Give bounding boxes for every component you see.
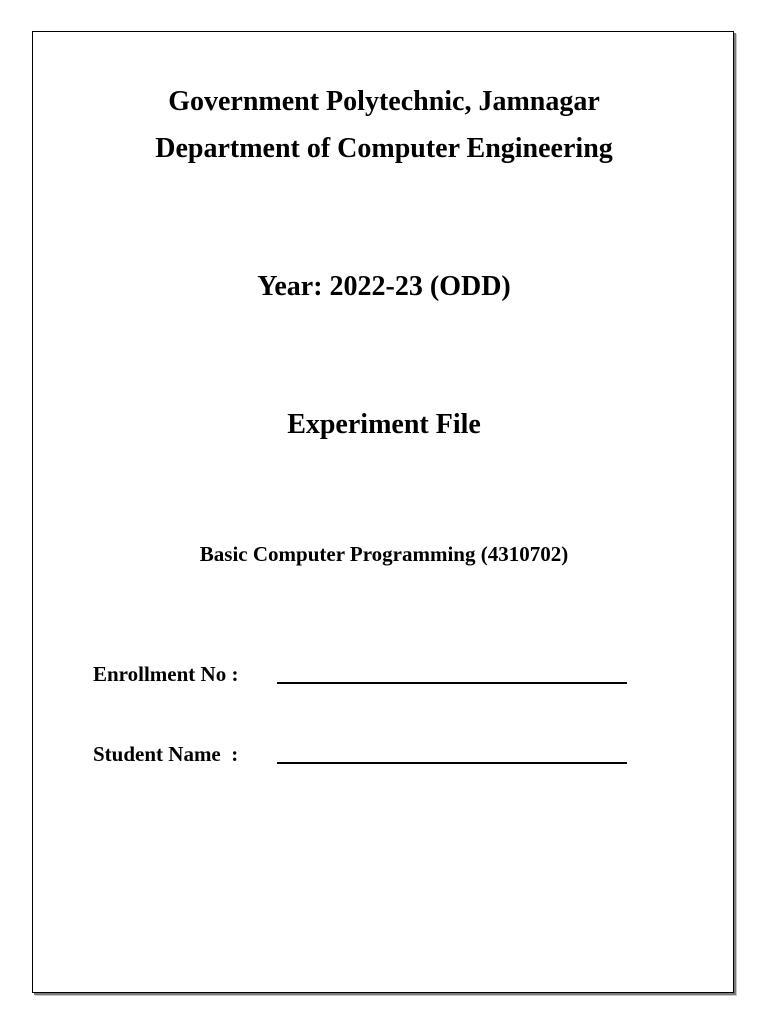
- academic-year: Year: 2022-23 (ODD): [257, 271, 511, 302]
- student-name-field: [93, 742, 627, 767]
- department-title: Department of Computer Engineering: [155, 133, 613, 164]
- file-type-heading: Experiment File: [287, 409, 481, 440]
- subject-title: Basic Computer Programming (4310702): [199, 542, 569, 566]
- student-name-label: Student Name :: [93, 742, 239, 766]
- page-border: [32, 31, 734, 993]
- enrollment-label: Enrollment No :: [93, 662, 239, 686]
- institute-title: Government Polytechnic, Jamnagar: [168, 86, 600, 117]
- student-name-blank-line: [277, 742, 627, 764]
- enrollment-blank-line: [277, 662, 627, 684]
- enrollment-field: [93, 662, 627, 687]
